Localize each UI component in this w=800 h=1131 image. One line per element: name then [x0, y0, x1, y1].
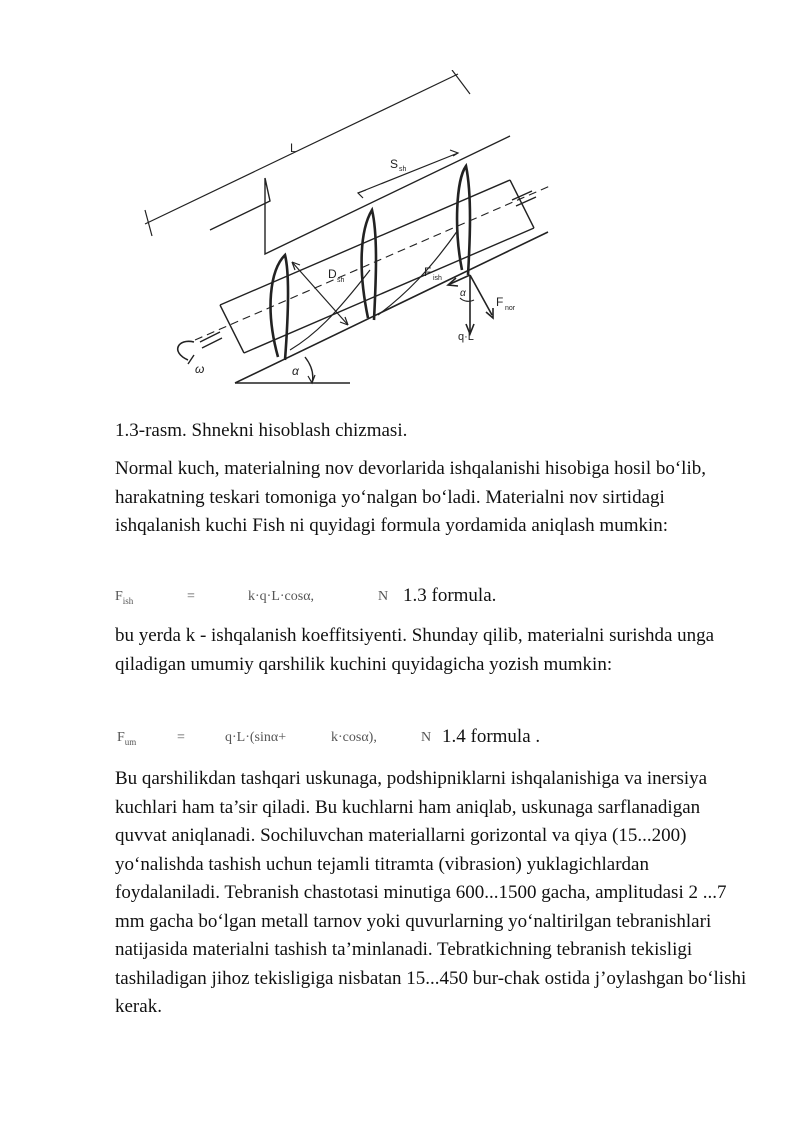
- force-ish-vector: [450, 275, 470, 284]
- label-L: L: [290, 141, 297, 155]
- label-alpha-force: α: [460, 288, 466, 299]
- formula-2-unit: N: [421, 730, 432, 745]
- label-D: D: [328, 267, 337, 281]
- label-F-sub: ish: [433, 275, 442, 282]
- label-Fnor-sub: nor: [505, 305, 516, 312]
- figure-caption: 1.3-rasm. Shnekni hisoblash chizmasi.: [115, 420, 408, 441]
- diameter-dimension-line: [292, 262, 348, 325]
- screw-conveyor-figure: [140, 70, 560, 400]
- label-alpha: α: [292, 364, 299, 378]
- formula-1-4: [115, 726, 755, 752]
- label-F: F: [424, 265, 432, 279]
- formula-2-eq: =: [177, 730, 185, 745]
- paragraph-1: Normal kuch, materialning nov devorlarida ishqalanishi hisobiga hosil bo‘lib, harakatning teskari tomoniga yo‘nalgan bo‘ladi. Materialni nov sirtidagi ishqalanish kuchi Fish ni quyidagi formula yordamida aniqlash mumkin:: [115, 458, 706, 536]
- omega-arrow: [178, 341, 194, 360]
- label-S-sub: sh: [399, 166, 407, 173]
- formula-1-label: 1.3 formula.: [403, 585, 497, 606]
- formula-1-unit: N: [378, 589, 389, 604]
- formula-1-lhs: $F_{ish}$: [115, 589, 134, 606]
- label-D-sub: sh: [337, 277, 345, 284]
- formula-1-rhs: k·q·L·cosα,: [248, 589, 315, 604]
- label-omega: ω: [195, 362, 205, 376]
- formula-1-3: [115, 585, 755, 611]
- alpha-arc-base: [305, 357, 313, 383]
- formula-2-label: 1.4 formula .: [442, 726, 541, 747]
- length-dimension-line: [145, 74, 458, 224]
- pitch-dimension-line: [358, 153, 458, 193]
- screw-diagram: [140, 70, 560, 400]
- paragraph-2: bu yerda k - ishqalanish koeffitsiyenti. Shunday qilib, materialni surishda unga qiladigan umumiy qarshilik kuchini quyidagicha yozish mumkin:: [115, 625, 715, 675]
- formula-2-rhs-a: q·L·(sinα+: [225, 730, 287, 745]
- label-qL: q·L: [458, 331, 474, 343]
- formula-2-lhs: $F_{um}$: [117, 730, 137, 747]
- label-Fnor: F: [496, 295, 504, 309]
- formula-1-eq: =: [187, 589, 195, 604]
- formula-2-rhs-b: k·cosα),: [331, 730, 377, 745]
- paragraph-3: Bu qarshilikdan tashqari uskunaga, podshipniklarni ishqalanishiga va inersiya kuchlari ham ta’sir qiladi. Bu kuchlarni ham aniqlab, uskunaga sarflanadigan quvvat aniqlanadi. Sochiluvchan materiallarni gorizontal va qiya (15...200) yo‘nalishda tashish uchun tejamli titramta (vibrasion) yuklagichlardan foydalaniladi. Tebranish chastotasi minutiga 600...1500 gacha, amplitudasi 2 ...7 mm gacha bo‘lgan metall tarnov yoki quvurlarning yo‘naltirilgan tebranishlari natijasida materialni tashish ta’minlanadi. Tebratkichning tebranish tekisligi tashiladigan jihoz tekisligiga nisbatan 15...450 bur-chak ostida j’oylashgan bo‘lishi kerak.: [115, 768, 747, 1017]
- helix-flight-1: [271, 255, 289, 360]
- label-S: S: [390, 157, 399, 171]
- force-nor-vector: [470, 275, 492, 315]
